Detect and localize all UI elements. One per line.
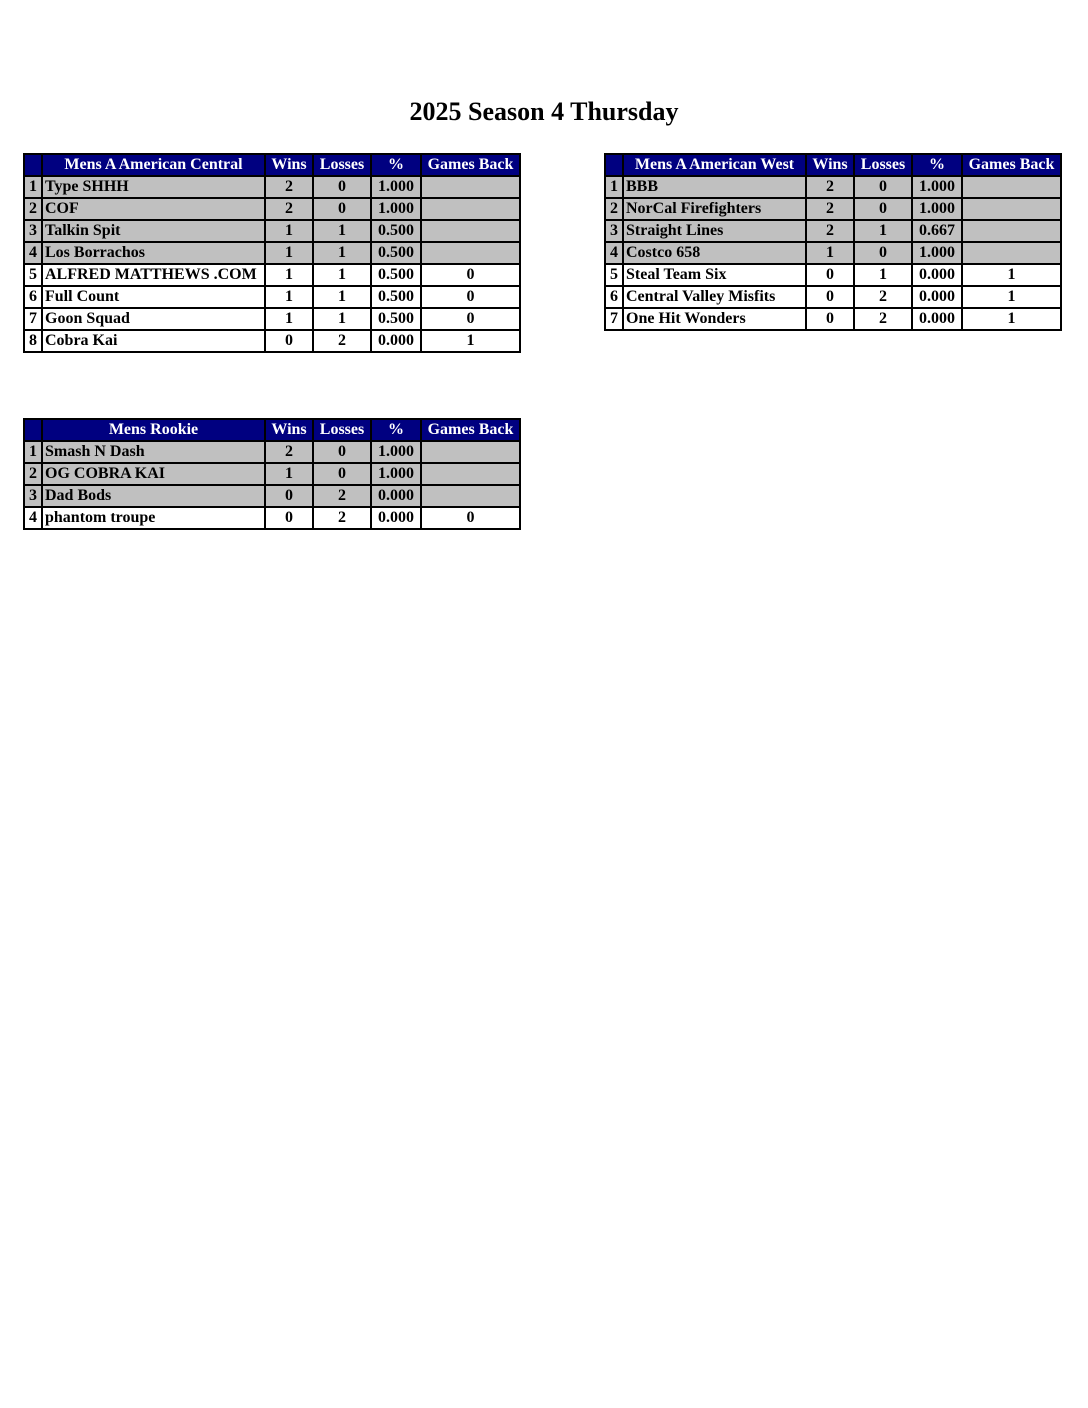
team-name-cell: Talkin Spit: [42, 220, 265, 242]
games-back-cell: [421, 242, 520, 264]
losses-cell: 0: [854, 176, 912, 198]
table-row: [24, 176, 520, 198]
team-name-cell: Steal Team Six: [623, 264, 806, 286]
pct-cell: 1.000: [912, 242, 962, 264]
pct-cell: 0.000: [912, 286, 962, 308]
table-row: [24, 463, 520, 485]
table-row: [605, 242, 1061, 264]
games-back-cell: [421, 441, 520, 463]
pct-cell: 0.500: [371, 242, 421, 264]
team-name-cell: Dad Bods: [42, 485, 265, 507]
division-name: Mens Rookie: [42, 419, 265, 441]
table-row: [24, 330, 520, 352]
losses-header: Losses: [854, 154, 912, 176]
team-name-cell: One Hit Wonders: [623, 308, 806, 330]
rank-header: [24, 154, 42, 176]
table-row: [605, 264, 1061, 286]
table-row: [24, 507, 520, 529]
wins-cell: 0: [806, 264, 854, 286]
losses-cell: 2: [313, 485, 371, 507]
rank-header: [605, 154, 623, 176]
wins-cell: 2: [265, 176, 313, 198]
losses-cell: 1: [854, 220, 912, 242]
games-back-cell: [962, 198, 1061, 220]
rank-cell: 1: [605, 176, 623, 198]
header-row: [24, 154, 520, 176]
table-row: [24, 198, 520, 220]
wins-header: Wins: [265, 419, 313, 441]
pct-cell: 0.000: [371, 507, 421, 529]
team-name-cell: Costco 658: [623, 242, 806, 264]
losses-cell: 2: [313, 330, 371, 352]
division-name: Mens A American West: [623, 154, 806, 176]
team-name-cell: phantom troupe: [42, 507, 265, 529]
games-back-header: Games Back: [421, 154, 520, 176]
pct-cell: 1.000: [371, 441, 421, 463]
games-back-cell: [962, 220, 1061, 242]
header-row: [605, 154, 1061, 176]
games-back-cell: 0: [421, 308, 520, 330]
wins-cell: 2: [806, 220, 854, 242]
losses-cell: 0: [313, 198, 371, 220]
team-name-cell: Los Borrachos: [42, 242, 265, 264]
games-back-cell: 1: [962, 264, 1061, 286]
pct-cell: 1.000: [371, 198, 421, 220]
rank-cell: 2: [605, 198, 623, 220]
losses-cell: 1: [313, 220, 371, 242]
pct-cell: 0.000: [912, 264, 962, 286]
games-back-cell: 0: [421, 507, 520, 529]
games-back-header: Games Back: [421, 419, 520, 441]
team-name-cell: Smash N Dash: [42, 441, 265, 463]
games-back-cell: [421, 485, 520, 507]
games-back-cell: [421, 176, 520, 198]
rank-cell: 4: [605, 242, 623, 264]
rank-cell: 3: [24, 220, 42, 242]
rank-cell: 7: [24, 308, 42, 330]
pct-header: %: [371, 154, 421, 176]
team-name-cell: COF: [42, 198, 265, 220]
games-back-cell: 1: [421, 330, 520, 352]
table-row: [24, 485, 520, 507]
wins-cell: 1: [806, 242, 854, 264]
games-back-cell: 1: [962, 308, 1061, 330]
pct-cell: 0.000: [912, 308, 962, 330]
games-back-cell: 1: [962, 286, 1061, 308]
pct-cell: 0.500: [371, 286, 421, 308]
pct-cell: 1.000: [371, 176, 421, 198]
wins-cell: 1: [265, 308, 313, 330]
rank-cell: 1: [24, 176, 42, 198]
wins-cell: 0: [265, 507, 313, 529]
pct-cell: 1.000: [912, 198, 962, 220]
losses-cell: 0: [313, 176, 371, 198]
losses-cell: 0: [854, 242, 912, 264]
pct-cell: 1.000: [912, 176, 962, 198]
header-row: [24, 419, 520, 441]
rank-cell: 8: [24, 330, 42, 352]
wins-cell: 0: [806, 308, 854, 330]
table-row: [605, 220, 1061, 242]
team-name-cell: NorCal Firefighters: [623, 198, 806, 220]
rank-cell: 6: [24, 286, 42, 308]
pct-cell: 0.000: [371, 485, 421, 507]
rank-cell: 2: [24, 198, 42, 220]
games-back-header: Games Back: [962, 154, 1061, 176]
pct-header: %: [912, 154, 962, 176]
team-name-cell: Cobra Kai: [42, 330, 265, 352]
wins-cell: 2: [806, 198, 854, 220]
wins-cell: 1: [265, 264, 313, 286]
wins-cell: 1: [265, 463, 313, 485]
games-back-cell: 0: [421, 286, 520, 308]
table-row: [605, 176, 1061, 198]
pct-cell: 1.000: [371, 463, 421, 485]
table-row: [24, 286, 520, 308]
games-back-cell: 0: [421, 264, 520, 286]
team-name-cell: Full Count: [42, 286, 265, 308]
pct-cell: 0.500: [371, 264, 421, 286]
division-table-rookie: [23, 418, 521, 530]
team-name-cell: Type SHHH: [42, 176, 265, 198]
rank-cell: 4: [24, 242, 42, 264]
wins-cell: 1: [265, 242, 313, 264]
team-name-cell: Goon Squad: [42, 308, 265, 330]
division-table-west: [604, 153, 1062, 331]
wins-header: Wins: [806, 154, 854, 176]
rank-cell: 3: [605, 220, 623, 242]
rank-cell: 5: [24, 264, 42, 286]
rank-cell: 6: [605, 286, 623, 308]
team-name-cell: Central Valley Misfits: [623, 286, 806, 308]
losses-cell: 2: [854, 286, 912, 308]
rank-cell: 3: [24, 485, 42, 507]
table-row: [605, 286, 1061, 308]
games-back-cell: [421, 220, 520, 242]
rank-cell: 4: [24, 507, 42, 529]
losses-cell: 1: [313, 286, 371, 308]
games-back-cell: [421, 463, 520, 485]
division-table-central: [23, 153, 521, 353]
wins-cell: 0: [806, 286, 854, 308]
games-back-cell: [962, 176, 1061, 198]
losses-cell: 0: [313, 441, 371, 463]
table-row: [24, 264, 520, 286]
losses-header: Losses: [313, 419, 371, 441]
pct-header: %: [371, 419, 421, 441]
pct-cell: 0.500: [371, 308, 421, 330]
rank-cell: 7: [605, 308, 623, 330]
losses-cell: 2: [854, 308, 912, 330]
losses-header: Losses: [313, 154, 371, 176]
rank-header: [24, 419, 42, 441]
rank-cell: 2: [24, 463, 42, 485]
losses-cell: 1: [313, 264, 371, 286]
losses-cell: 0: [313, 463, 371, 485]
wins-cell: 0: [265, 330, 313, 352]
losses-cell: 2: [313, 507, 371, 529]
team-name-cell: BBB: [623, 176, 806, 198]
team-name-cell: OG COBRA KAI: [42, 463, 265, 485]
games-back-cell: [421, 198, 520, 220]
wins-cell: 1: [265, 220, 313, 242]
team-name-cell: Straight Lines: [623, 220, 806, 242]
table-row: [24, 220, 520, 242]
team-name-cell: ALFRED MATTHEWS .COM: [42, 264, 265, 286]
wins-cell: 2: [265, 198, 313, 220]
losses-cell: 1: [313, 242, 371, 264]
wins-cell: 2: [265, 441, 313, 463]
losses-cell: 1: [313, 308, 371, 330]
table-row: [24, 441, 520, 463]
rank-cell: 1: [24, 441, 42, 463]
wins-cell: 2: [806, 176, 854, 198]
wins-cell: 0: [265, 485, 313, 507]
table-row: [605, 198, 1061, 220]
pct-cell: 0.500: [371, 220, 421, 242]
table-row: [24, 308, 520, 330]
losses-cell: 1: [854, 264, 912, 286]
page-title: 2025 Season 4 Thursday: [409, 97, 679, 126]
rank-cell: 5: [605, 264, 623, 286]
division-name: Mens A American Central: [42, 154, 265, 176]
losses-cell: 0: [854, 198, 912, 220]
pct-cell: 0.667: [912, 220, 962, 242]
table-row: [24, 242, 520, 264]
wins-cell: 1: [265, 286, 313, 308]
games-back-cell: [962, 242, 1061, 264]
wins-header: Wins: [265, 154, 313, 176]
table-row: [605, 308, 1061, 330]
pct-cell: 0.000: [371, 330, 421, 352]
